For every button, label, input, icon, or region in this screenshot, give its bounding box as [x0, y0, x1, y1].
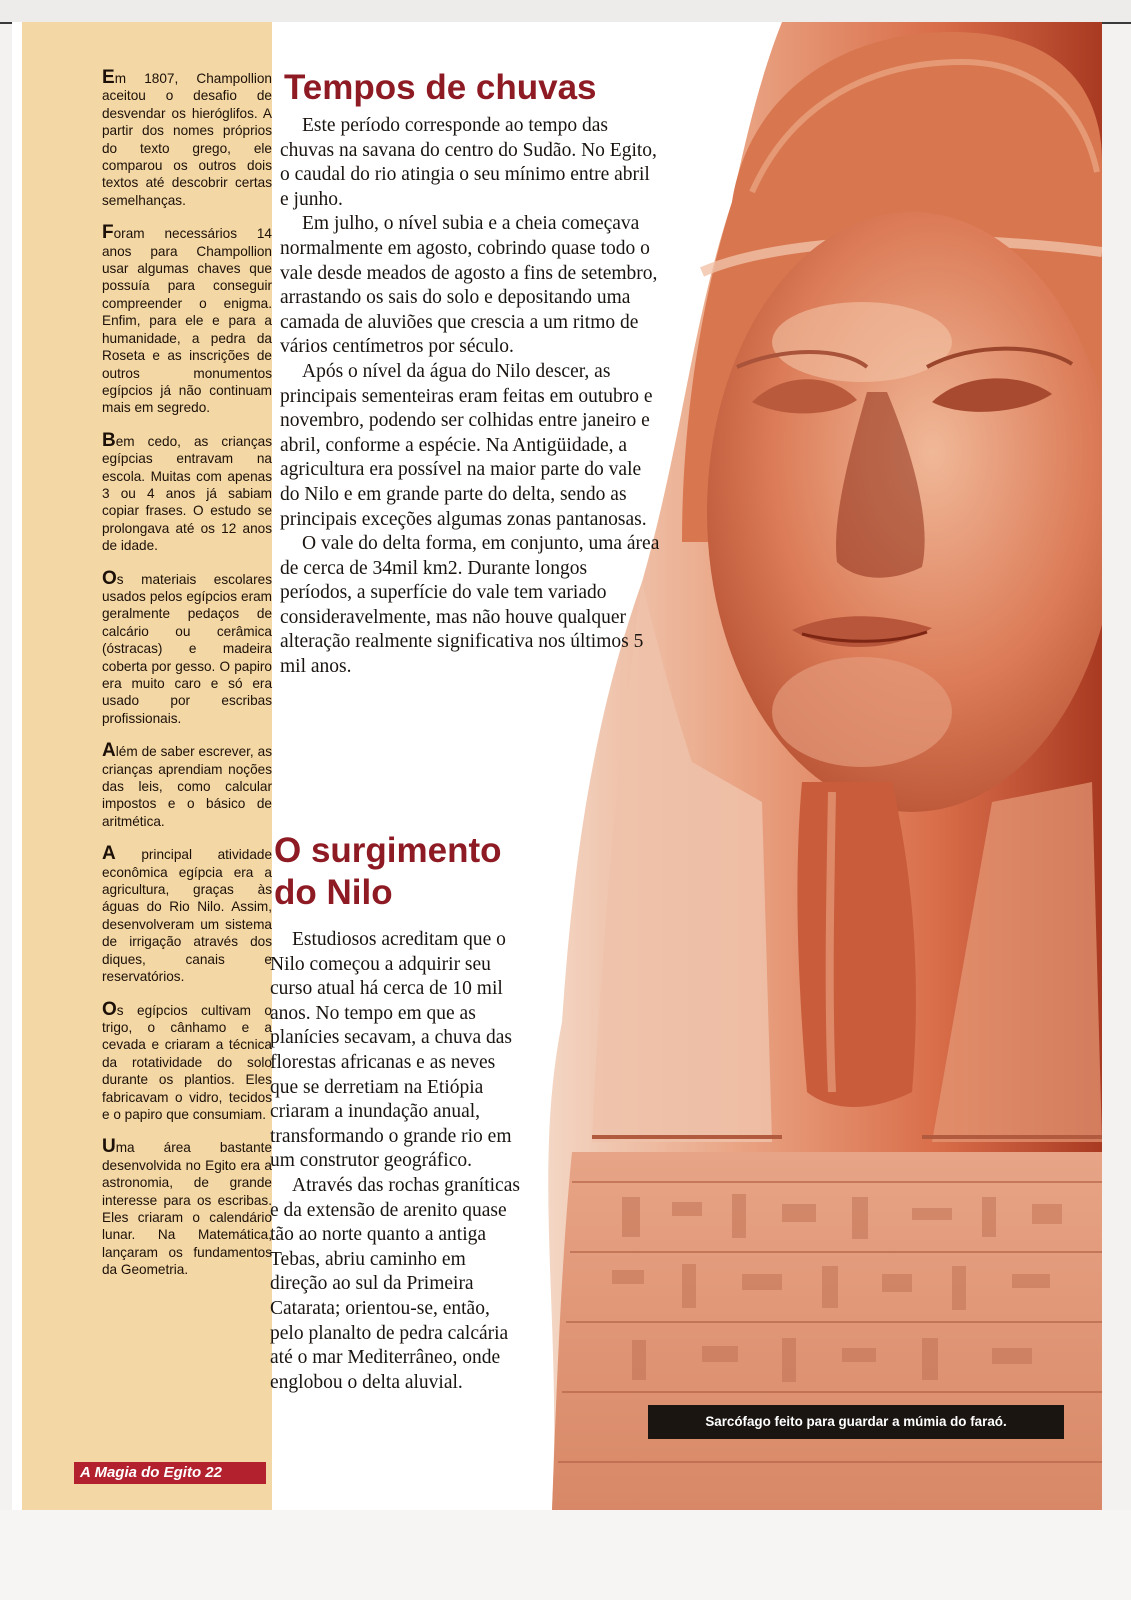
sidebar-paragraph [102, 222, 272, 416]
body-paragraph: Após o nível da água do Nilo descer, as principais sementeiras eram feitas em outubro e novembro, podendo ser colhidas entre janeiro e abril, conforme a espécie. Na Antigüidade, a agricultura era possível na maior parte do vale do Nilo e em grande parte do delta, sendo as principais exceções algumas zonas pantanosas. [280, 360, 653, 530]
section-title-tempos-de-chuvas: Tempos de chuvas [284, 68, 597, 107]
drop-cap: A [102, 740, 116, 762]
section-title-o-surgimento-do-nilo [274, 830, 502, 914]
body-paragraph: Em julho, o nível subia e a cheia começava normalmente em agosto, cobrindo quase todo o vale desde meados de agosto a fins de setembro, arrastando os sais do solo e depositando uma camada de aluviões que crescia a um ritmo de vários centímetros por século. [280, 213, 658, 358]
sidebar-paragraph [102, 67, 272, 209]
sidebar-paragraph [102, 843, 272, 985]
body-paragraph: Através das rochas graníticas e da extensão de arenito quase tão ao norte quanto a antiga Tebas, abriu caminho em direção ao sul da Primeira Catarata; orientou-se, então, pelo planalto de pedra calcária até o mar Mediterrâneo, onde englobou o delta aluvial. [270, 1174, 520, 1393]
scan-bottom-margin [0, 1510, 1131, 1600]
title-line: do Nilo [274, 873, 393, 912]
scan-top-edge [0, 0, 1131, 24]
sidebar-paragraph [102, 998, 272, 1124]
section-body-tempos-de-chuvas [280, 114, 660, 680]
sidebar-paragraph [102, 429, 272, 555]
paragraph-text: s materiais escolares usados pelos egípcios eram geralmente pedaços de calcário ou cerâmica (óstracas) e madeira coberta por gesso. O papiro era muito caro e só era usado por escribas profissionais. [102, 571, 272, 726]
sidebar-text [102, 67, 272, 1295]
sidebar-paragraph [102, 567, 272, 728]
drop-cap: O [102, 998, 117, 1020]
paragraph-text: principal atividade econômica egípcia era a agricultura, graças às águas do Rio Nilo. Assim, desenvolveram um sistema de irrigação através dos diques, canais e reservatórios. [102, 847, 272, 985]
magazine-page [12, 22, 1102, 1510]
drop-cap: F [102, 222, 114, 244]
body-paragraph: O vale do delta forma, em conjunto, uma área de cerca de 34mil km2. Durante longos períodos, a superfície do vale tem variado consideravelmente, mas não houve qualquer alteração realmente significativa nos últimos 5 mil anos. [280, 533, 660, 678]
drop-cap: E [102, 67, 115, 88]
drop-cap: O [102, 567, 117, 589]
paragraph-text: m 1807, Champollion aceitou o desafio de desvendar os hieróglifos. A partir dos nomes próprios do texto grego, ele comparou os outros dois textos até descobrir certas semelhanças. [102, 71, 272, 208]
drop-cap: A [102, 843, 116, 865]
page-footer-badge: A Magia do Egito 22 [74, 1462, 266, 1484]
drop-cap: U [102, 1136, 116, 1158]
paragraph-text: oram necessários 14 anos para Champollion usar algumas chaves que possuía para conseguir compreender o enigma. Enfim, para ele e para a humanidade, a pedra da Roseta e as inscrições de outros monumentos egípcios já não continuam mais em segredo. [102, 226, 272, 416]
body-paragraph: Estudiosos acreditam que o Nilo começou a adquirir seu curso atual há cerca de 10 mil anos. No tempo em que as planícies secavam, a chuva das florestas africanas e as neves que se derretiam na Etiópia criaram a inundação anual, transformando o grande rio em um construtor geográfico. [270, 929, 513, 1172]
paragraph-text: em cedo, as crianças egípcias entravam na escola. Muitas com apenas 3 ou 4 anos já sabiam copiar frases. O estudo se prolongava até os 12 anos de idade. [102, 433, 272, 554]
sidebar-paragraph [102, 740, 272, 830]
section-body-o-surgimento-do-nilo [270, 928, 520, 1395]
drop-cap: B [102, 429, 116, 451]
sidebar-paragraph [102, 1136, 272, 1278]
photo-caption: Sarcófago feito para guardar a múmia do faraó. [648, 1405, 1064, 1439]
body-paragraph: Este período corresponde ao tempo das chuvas na savana do centro do Sudão. No Egito, o caudal do rio atingia o seu mínimo entre abril e junho. [280, 115, 657, 210]
paragraph-text: lém de saber escrever, as crianças aprendiam noções das leis, como calcular impostos e o básico de aritmética. [102, 744, 272, 829]
paragraph-text: s egípcios cultivam o trigo, o cânhamo e a cevada e criaram a técnica da rotatividade do solo durante os plantios. Eles fabricavam o vidro, tecidos e o papiro que consumiam. [102, 1002, 272, 1122]
sidebar-column [22, 22, 272, 1510]
paragraph-text: ma área bastante desenvolvida no Egito era a astronomia, de grande interesse para os escribas. Eles criaram o calendário lunar. Na Matemática, lançaram os fundamentos da Geometria. [102, 1140, 272, 1278]
title-line: O surgimento [274, 831, 502, 870]
